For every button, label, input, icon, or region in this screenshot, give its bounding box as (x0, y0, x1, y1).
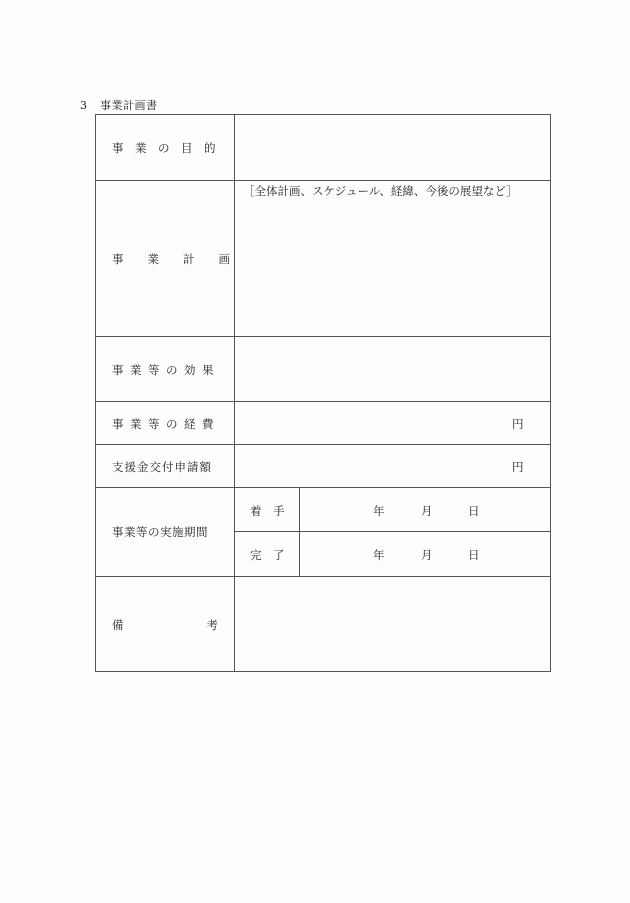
label-remarks-right: 考 (206, 618, 218, 632)
label-plan-text: 事業計画 (112, 252, 254, 266)
column-divider (234, 114, 235, 672)
label-effect (112, 362, 220, 378)
grant-amount-field[interactable] (236, 445, 506, 486)
label-effect-text: 事業等の効果 (112, 363, 220, 377)
end-day-unit: 日 (468, 548, 480, 562)
label-cost-text: 事業等の経費 (112, 417, 220, 431)
plan-field[interactable] (236, 200, 550, 335)
label-purpose-text: 事業の目的 (112, 141, 227, 155)
label-end-text: 完 了 (250, 548, 285, 562)
label-remarks (112, 617, 218, 633)
label-end (250, 547, 285, 563)
label-cost (112, 416, 220, 432)
label-grant-amount-text: 支援金交付申請額 (112, 460, 212, 474)
end-year-unit: 年 (373, 548, 385, 562)
end-month-unit: 月 (421, 548, 433, 562)
label-period (112, 524, 208, 540)
label-purpose (112, 140, 227, 156)
section-heading (80, 97, 158, 113)
label-plan (112, 251, 254, 267)
cost-field[interactable] (236, 402, 506, 443)
label-period-text: 事業等の実施期間 (112, 525, 208, 539)
sub-column-divider (299, 487, 300, 576)
grant-amount-unit: 円 (512, 460, 524, 474)
remarks-field[interactable] (236, 577, 550, 671)
label-start-text: 着 手 (250, 504, 285, 518)
label-remarks-left: 備 (112, 618, 124, 632)
start-month-unit: 月 (421, 504, 433, 518)
cost-unit: 円 (512, 417, 524, 431)
label-start (250, 503, 285, 519)
row-divider (95, 180, 551, 181)
purpose-field[interactable] (236, 115, 550, 179)
effect-field[interactable] (236, 337, 550, 400)
start-year-unit: 年 (373, 504, 385, 518)
section-number: 3 (80, 99, 88, 112)
section-title: 事業計画書 (100, 99, 158, 112)
label-grant-amount (112, 459, 212, 475)
plan-hint: ［全体計画、スケジュール、経緯、今後の展望など］ (243, 184, 518, 198)
start-day-unit: 日 (468, 504, 480, 518)
